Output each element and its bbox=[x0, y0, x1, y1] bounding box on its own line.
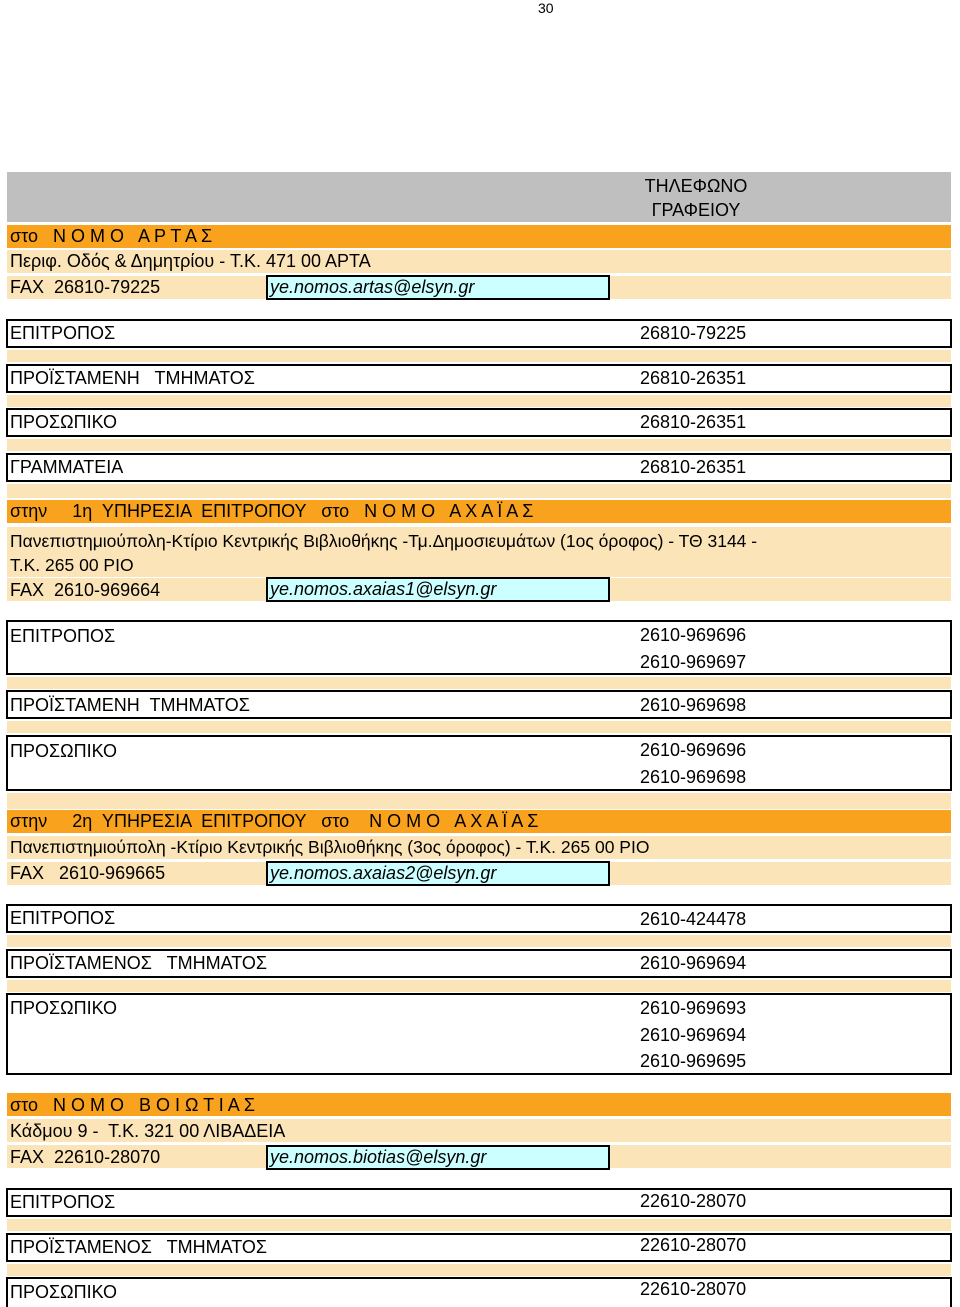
phone-number: 26810-26351 bbox=[640, 457, 747, 477]
table-row bbox=[6, 620, 952, 675]
row-label: ΠΡΟΣΩΠΙΚΟ bbox=[10, 741, 118, 761]
table-row bbox=[6, 319, 952, 348]
row-separator bbox=[7, 677, 951, 689]
phone-number: 2610-424478 bbox=[640, 909, 747, 929]
fax-number: FAX 22610-28070 bbox=[10, 1147, 161, 1167]
section-heading: στο Ν Ο Μ Ο Α Ρ Τ Α Σ bbox=[10, 226, 213, 246]
phone-number: 2610-969695 bbox=[640, 1051, 747, 1071]
phone-number: 2610-969698 bbox=[640, 766, 747, 787]
phone-number: 2610-969694 bbox=[640, 1024, 747, 1045]
address-line: Τ.Κ. 265 00 ΡΙΟ bbox=[10, 555, 134, 575]
page-number: 30 bbox=[538, 0, 554, 16]
row-label: ΠΡΟΪΣΤΑΜΕΝΟΣ ΤΜΗΜΑΤΟΣ bbox=[10, 1237, 268, 1257]
row-label: ΠΡΟΣΩΠΙΚΟ bbox=[10, 412, 118, 432]
table-row bbox=[6, 1277, 952, 1307]
phone-list bbox=[640, 995, 746, 1075]
phone-number: 2610-969696 bbox=[640, 740, 747, 760]
table-row bbox=[6, 1188, 952, 1217]
row-separator bbox=[7, 980, 951, 992]
table-row bbox=[6, 904, 952, 933]
row-label: ΠΡΟΪΣΤΑΜΕΝΗ ΤΜΗΜΑΤΟΣ bbox=[10, 368, 255, 388]
row-label: ΕΠΙΤΡΟΠΟΣ bbox=[10, 323, 116, 343]
phone-list bbox=[640, 737, 746, 790]
email-link[interactable]: ye.nomos.artas@elsyn.gr bbox=[266, 275, 610, 300]
address-line: Πανεπιστημιούπολη-Κτίριο Κεντρικής Βιβλιοθήκης -Τμ.Δημοσιευμάτων (1ος όροφος) - ΤΘ 3144 - bbox=[10, 531, 758, 551]
row-label: ΠΡΟΣΩΠΙΚΟ bbox=[10, 998, 118, 1018]
section-heading: στην 1η ΥΠΗΡΕΣΙΑ ΕΠΙΤΡΟΠΟΥ στο Ν Ο Μ Ο Α Χ Α Ϊ Α Σ bbox=[10, 501, 534, 521]
phone-column-header-line-2: ΓΡΑΦΕΙΟΥ bbox=[651, 200, 741, 220]
phone-number: 22610-28070 bbox=[640, 1191, 747, 1211]
address-line: Πανεπιστημιούπολη -Κτίριο Κεντρικής Βιβλιοθήκης (3ος όροφος) - Τ.Κ. 265 00 ΡΙΟ bbox=[10, 837, 650, 857]
address-line: Περιφ. Οδός & Δημητρίου - Τ.Κ. 471 00 ΑΡΤΑ bbox=[10, 251, 371, 271]
row-separator bbox=[7, 1264, 951, 1276]
phone-column-header-line-1: ΤΗΛΕΦΩΝΟ bbox=[644, 176, 748, 196]
column-header-band bbox=[7, 172, 951, 222]
table-row bbox=[6, 453, 952, 482]
row-label: ΕΠΙΤΡΟΠΟΣ bbox=[10, 1192, 116, 1212]
phone-list bbox=[640, 622, 746, 675]
phone-number: 2610-969696 bbox=[640, 625, 747, 645]
row-separator bbox=[7, 721, 951, 733]
phone-number: 26810-26351 bbox=[640, 412, 747, 432]
phone-number: 26810-26351 bbox=[640, 368, 747, 388]
fax-number: FAX 2610-969665 bbox=[10, 863, 166, 883]
row-label: ΓΡΑΜΜΑΤΕΙΑ bbox=[10, 457, 124, 477]
row-separator bbox=[7, 439, 951, 451]
fax-number: FAX 26810-79225 bbox=[10, 277, 161, 297]
row-label: ΕΠΙΤΡΟΠΟΣ bbox=[10, 908, 116, 928]
row-label: ΠΡΟΪΣΤΑΜΕΝΗ ΤΜΗΜΑΤΟΣ bbox=[10, 695, 250, 715]
row-separator bbox=[7, 1219, 951, 1231]
phone-number: 22610-28070 bbox=[640, 1235, 747, 1255]
phone-number: 2610-969698 bbox=[640, 695, 747, 715]
row-label: ΠΡΟΣΩΠΙΚΟ bbox=[10, 1282, 118, 1302]
phone-number: 2610-969697 bbox=[640, 651, 747, 672]
row-separator bbox=[7, 793, 951, 809]
row-separator bbox=[7, 395, 951, 407]
email-link[interactable]: ye.nomos.axaias1@elsyn.gr bbox=[266, 577, 610, 602]
section-heading: στην 2η ΥΠΗΡΕΣΙΑ ΕΠΙΤΡΟΠΟΥ στο Ν Ο Μ Ο Α Χ Α Ϊ Α Σ bbox=[10, 811, 539, 831]
address-line: Κάδμου 9 - Τ.Κ. 321 00 ΛΙΒΑΔΕΙΑ bbox=[10, 1121, 286, 1141]
phone-number: 22610-28070 bbox=[640, 1279, 747, 1299]
table-row bbox=[6, 735, 952, 791]
row-label: ΕΠΙΤΡΟΠΟΣ bbox=[10, 626, 116, 646]
table-row bbox=[6, 408, 952, 437]
row-separator bbox=[7, 935, 951, 947]
email-link[interactable]: ye.nomos.axaias2@elsyn.gr bbox=[266, 861, 610, 886]
fax-number: FAX 2610-969664 bbox=[10, 580, 161, 600]
section-heading: στο Ν Ο Μ Ο Β Ο Ι Ω Τ Ι Α Σ bbox=[10, 1095, 255, 1115]
row-separator bbox=[7, 484, 951, 498]
phone-column-header bbox=[640, 174, 752, 222]
phone-number: 2610-969693 bbox=[640, 998, 747, 1018]
phone-number: 2610-969694 bbox=[640, 953, 747, 973]
email-link[interactable]: ye.nomos.biotias@elsyn.gr bbox=[266, 1145, 610, 1170]
row-label: ΠΡΟΪΣΤΑΜΕΝΟΣ ΤΜΗΜΑΤΟΣ bbox=[10, 953, 268, 973]
table-row bbox=[6, 993, 952, 1075]
row-separator bbox=[7, 350, 951, 362]
phone-number: 26810-79225 bbox=[640, 323, 747, 343]
